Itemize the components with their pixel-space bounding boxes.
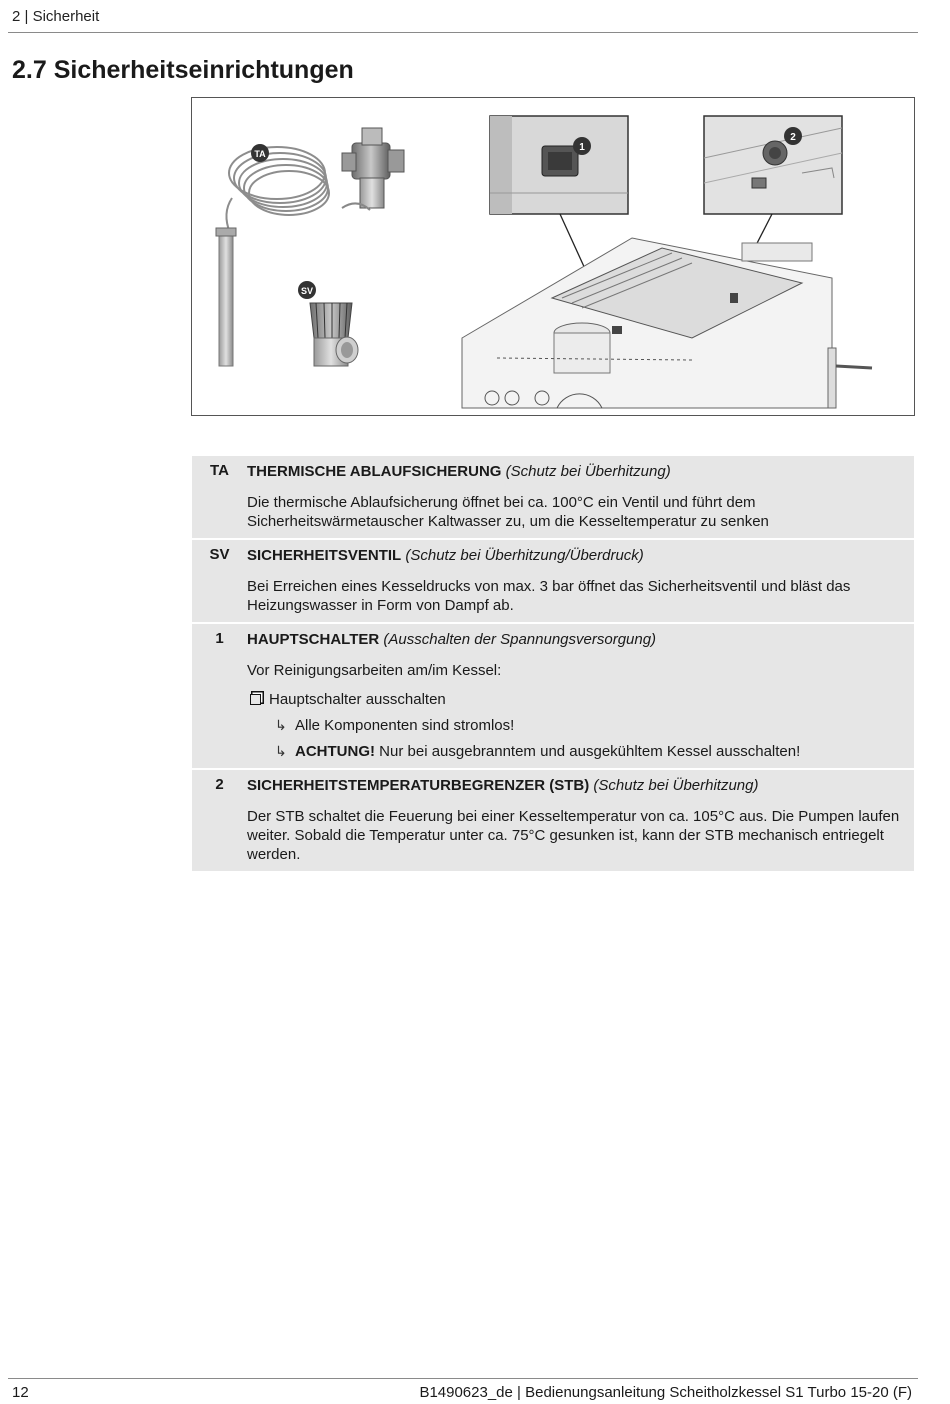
legend-key: TA: [210, 462, 229, 479]
legend-note: (Ausschalten der Spannungsversorgung): [383, 631, 657, 648]
legend-note: (Schutz bei Überhitzung): [593, 777, 759, 794]
legend-text: Bei Erreichen eines Kesseldrucks von max. 3 bar öffnet das Sicherheitsventil und bläst das Heizungswasser in Form von Dampf ab.: [247, 578, 851, 614]
instruction-step: [247, 690, 904, 709]
legend-text: Vor Reinigungsarbeiten am/im Kessel:: [247, 662, 502, 679]
warning-label: ACHTUNG!: [295, 743, 375, 760]
legend-key: SV: [209, 546, 230, 563]
main-switch-detail: [490, 116, 628, 214]
boiler-illustration: [462, 238, 872, 408]
safety-devices-figure: [191, 97, 915, 416]
footer-divider: [8, 1378, 918, 1379]
callout-sv: SV: [300, 286, 314, 296]
callout-2-icon: [784, 127, 802, 145]
header-divider: [8, 32, 918, 33]
callout-1-icon: [573, 137, 591, 155]
safety-valve-illustration: [310, 303, 358, 366]
legend-key: 1: [215, 630, 224, 647]
result-text: Alle Komponenten sind stromlos!: [295, 717, 515, 734]
legend-note: (Schutz bei Überhitzung): [505, 463, 671, 480]
page-number: 12: [12, 1384, 29, 1401]
legend-row-sv: [192, 540, 914, 624]
legend-name: THERMISCHE ABLAUFSICHERUNG: [247, 463, 502, 480]
document-info: B1490623_de | Bedienungsanleitung Scheitholzkessel S1 Turbo 15-20 (F): [419, 1384, 912, 1401]
ta-callout-icon: [251, 144, 269, 162]
legend-row-ta: [192, 456, 914, 540]
sv-callout-icon: [298, 281, 316, 299]
warning-line: [247, 742, 904, 761]
step-text: Hauptschalter ausschalten: [269, 691, 446, 708]
section-title: 2.7 Sicherheitseinrichtungen: [12, 56, 354, 84]
checkbox-step-icon: [250, 694, 261, 705]
legend-row-2: [192, 770, 914, 873]
result-line: [247, 716, 904, 735]
legend-note: (Schutz bei Überhitzung/Überdruck): [405, 547, 644, 564]
running-head: 2 | Sicherheit: [12, 8, 100, 25]
legend-name: HAUPTSCHALTER: [247, 631, 380, 648]
legend-table: [192, 456, 914, 873]
result-arrow-icon: ↳: [275, 717, 287, 733]
legend-name: SICHERHEITSTEMPERATURBEGRENZER (STB): [247, 777, 590, 794]
warning-text: Nur bei ausgebranntem und ausgekühltem Kessel ausschalten!: [379, 743, 801, 760]
legend-name: SICHERHEITSVENTIL: [247, 547, 402, 564]
legend-key: 2: [215, 776, 224, 793]
legend-text: Die thermische Ablaufsicherung öffnet bei ca. 100°C ein Ventil und führt dem Sicherheitswärmetauscher Kaltwasser zu, um die Kesseltemperatur zu senken: [247, 494, 769, 530]
result-arrow-icon: ↳: [275, 743, 287, 759]
callout-1: 1: [579, 142, 585, 153]
callout-2: 2: [790, 132, 796, 143]
thermal-safety-valve-illustration: [216, 128, 404, 366]
legend-row-1: [192, 624, 914, 770]
callout-ta: TA: [254, 149, 266, 159]
stb-detail: [704, 116, 842, 214]
legend-text: Der STB schaltet die Feuerung bei einer Kesseltemperatur von ca. 105°C aus. Die Pumpen laufen weiter. Sobald die Temperatur unter ca. 75°C gesunken ist, kann der STB mechanisch entriegelt werden.: [247, 808, 900, 863]
